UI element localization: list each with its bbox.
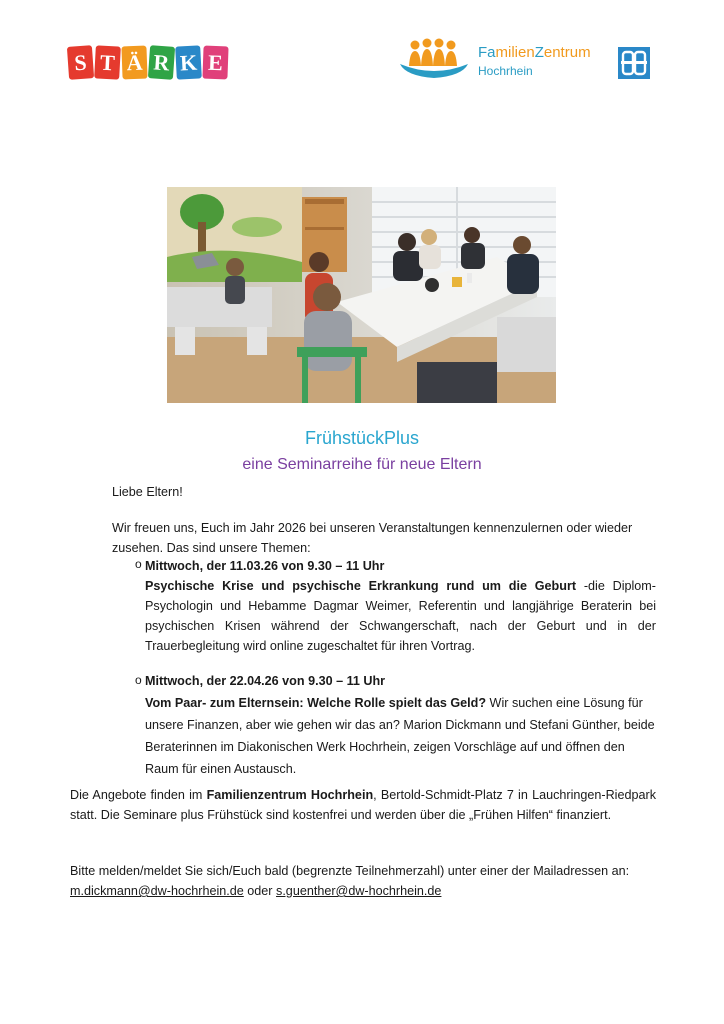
event-date: Mittwoch, der 11.03.26 von 9.30 – 11 Uhr [145, 559, 385, 573]
contact-paragraph: Bitte melden/meldet Sie sich/Euch bald (begrenzte Teilnehmerzahl) unter einer der Mailadressen an: m.dickmann@dw-hochrhein.de oder s.guenther@dw-hochrhein.de [70, 864, 630, 898]
bullet-marker: o [135, 673, 142, 687]
diakonie-cross-icon [618, 47, 650, 79]
staerke-logo-letter: R [148, 45, 175, 80]
familienzentrum-logo [398, 38, 658, 88]
staerke-logo-letter: K [175, 45, 202, 79]
email-link-dickmann[interactable]: m.dickmann@dw-hochrhein.de [70, 884, 244, 898]
page-subtitle: eine Seminarreihe für neue Eltern [242, 456, 482, 473]
event-description: -die Diplom-Psychologin und Hebamme Dagmar Weimer, Referentin und langjährige Beraterin bei psychischen Krisen während der Schwangerschaft, nach der Geburt und in der Trauerbegleitung wird online zugeschaltet für ihren Vortrag. [145, 579, 656, 653]
event-description: Wir suchen eine Lösung für unsere Finanzen, aber wie gehen wir das an? Marion Dickmann und Stefani Günther, beide Beraterinnen im Diakonischen Werk Hochrhein, zeigen Vorschläge auf und öffnen den Raum für einen Austausch. [145, 696, 655, 776]
email-link-guenther[interactable]: s.guenther@dw-hochrhein.de [276, 884, 442, 898]
staerke-logo-letter: E [202, 46, 228, 80]
location-paragraph: Die Angebote finden im Familienzentrum Hochrhein, Bertold-Schmidt-Platz 7 in Lauchringen-Riedpark statt. Die Seminare plus Frühstück sind kostenfrei und werden über die „Frühen Hilfen“ finanziert. [70, 788, 656, 822]
page-title: FrühstückPlus [304, 428, 420, 448]
greeting: Liebe Eltern! [112, 485, 183, 499]
intro-paragraph: Wir freuen uns, Euch im Jahr 2026 bei unseren Veranstaltungen kennenzulernen oder wieder zusehen. Das sind unsere Themen: [112, 521, 633, 555]
staerke-logo-letter: S [67, 45, 94, 80]
event-item [145, 556, 656, 656]
bullet-marker: o [135, 557, 142, 571]
family-breakfast-photo [167, 187, 556, 403]
staerke-logo [68, 46, 230, 82]
staerke-logo-letter: T [94, 45, 121, 79]
event-topic: Vom Paar- zum Elternsein: Welche Rolle spielt das Geld? [145, 696, 487, 710]
venue-name: Familienzentrum Hochrhein [206, 788, 374, 802]
staerke-logo-letter: Ä [121, 46, 147, 80]
org-name: FamilienZentrum [478, 44, 591, 61]
family-boat-icon [398, 38, 470, 82]
event-date: Mittwoch, der 22.04.26 von 9.30 – 11 Uhr [145, 674, 386, 688]
event-topic: Psychische Krise und psychische Erkrankung rund um die Geburt [145, 579, 577, 593]
org-location: Hochrhein [478, 64, 533, 78]
event-item [145, 670, 656, 780]
